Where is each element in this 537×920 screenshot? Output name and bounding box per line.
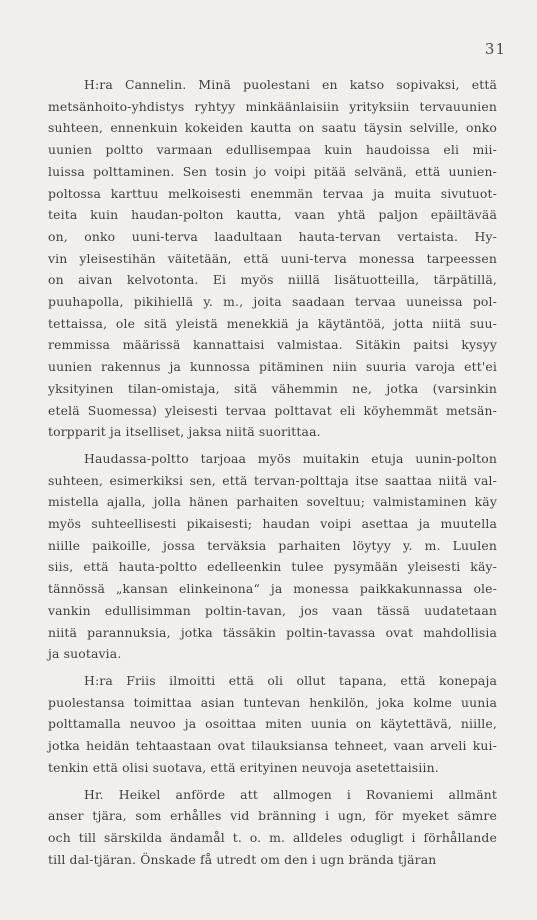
- text-line: poltossa karttuu melkoisesti enemmän tervaa ja muita sivutuot-: [48, 185, 497, 201]
- text-line: mistella ajalla, jolla hänen parhaiten soveltuu; valmistaminen käy: [48, 494, 497, 510]
- text-line: jotka heidän tehtaastaan ovat tilauksiansa tehneet, vaan arveli kui-: [48, 738, 497, 754]
- paragraph: [48, 784, 497, 871]
- paragraph: [48, 448, 497, 665]
- text-line: vankin edullisimman poltin-tavan, jos vaan tässä uudatetaan: [48, 602, 497, 618]
- text-line: myös suhteellisesti pikaisesti; haudan voipi asettaa ja muutella: [48, 516, 497, 532]
- text-line: anser tjära, som erhålles vid bränning i ugn, för myeket sämre: [48, 808, 497, 824]
- text-line: niitä parannuksia, jotka tässäkin poltin-tavassa ovat mahdollisia: [48, 624, 497, 640]
- text-line: H:ra Friis ilmoitti että oli ollut tapana, että konepaja: [84, 672, 497, 688]
- text-line: on aivan kelvotonta. Ei myös niillä lisätuotteilla, tärpätillä,: [48, 272, 497, 288]
- text-line: puolestansa toimittaa asian tuntevan henkilön, joka kolme uunia: [48, 694, 497, 710]
- text-line: Hr. Heikel anförde att allmogen i Rovaniemi allmänt: [84, 786, 497, 802]
- text-line: tännössä „kansan elinkeinona“ ja monessa paikkakunnassa ole-: [48, 581, 497, 597]
- page-number: 31: [484, 40, 506, 58]
- body-text: [48, 74, 497, 870]
- text-line: on, onko uuni-terva laadultaan hauta-tervan vertaista. Hy-: [48, 228, 497, 244]
- text-line: ja suotavia.: [48, 646, 122, 662]
- text-line: teita kuin haudan-polton kautta, vaan yhtä paljon epäiltävää: [48, 207, 497, 223]
- text-line: till dal-tjäran. Önskade få utredt om den i ugn brända tjäran: [48, 851, 437, 867]
- text-line: tettaissa, ole sitä yleistä menekkiä ja käytäntöä, jotta niitä suu-: [48, 315, 497, 331]
- text-line: uunien rakennus ja kunnossa pitäminen niin suuria varoja ett'ei: [48, 359, 497, 375]
- text-line: niille paikoille, jossa terväksia parhaiten löytyy y. m. Luulen: [48, 537, 497, 553]
- text-line: suhteen, esimerkiksi sen, että tervan-polttaja itse saattaa niitä val-: [48, 472, 497, 488]
- text-line: suhteen, ennenkuin kokeiden kautta on saatu täysin selville, onko: [48, 120, 497, 136]
- text-line: Haudassa-poltto tarjoaa myös muitakin etuja uunin-polton: [84, 450, 497, 466]
- text-line: H:ra Cannelin. Minä puolestani en katso sopivaksi, että: [84, 77, 497, 92]
- text-line: metsänhoito-yhdistys ryhtyy minkäänlaisiin yrityksiin tervauunien: [48, 98, 497, 114]
- text-line: torpparit ja itselliset, jaksa niitä suorittaa.: [48, 424, 321, 440]
- text-line: tenkin että olisi suotava, että erityinen neuvoja asetettaisiin.: [48, 759, 439, 775]
- text-line: puuhapolla, pikihiellä y. m., joita saadaan tervaa uuneissa pol-: [48, 294, 497, 310]
- text-line: yksityinen tilan-omistaja, sitä vähemmin ne, jotka (varsinkin: [48, 380, 497, 396]
- text-line: luissa polttaminen. Sen tosin jo voipi pitää selvänä, että uunien-: [48, 163, 497, 179]
- text-line: remmissa määrissä kannattaisi valmistaa. Sitäkin paitsi kysyy: [48, 337, 497, 353]
- text-line: etelä Suomessa) yleisesti tervaa polttavat eli köyhemmät metsän-: [48, 402, 497, 418]
- text-line: uunien poltto varmaan edullisempaa kuin haudoissa eli mii-: [48, 142, 497, 158]
- text-line: siis, että hauta-poltto edelleenkin tulee pysymään yleisesti käy-: [48, 559, 497, 575]
- text-line: polttamalla neuvoo ja osoittaa miten uunia on käytettävä, niille,: [48, 716, 497, 732]
- paragraph: [48, 670, 497, 779]
- text-line: vin yleisestihän väitetään, että uuni-terva monessa tarpeessen: [48, 250, 497, 266]
- paragraph: [48, 74, 497, 443]
- text-line: och till särskilda ändamål t. o. m. alldeles odugligt i förhållande: [48, 829, 497, 845]
